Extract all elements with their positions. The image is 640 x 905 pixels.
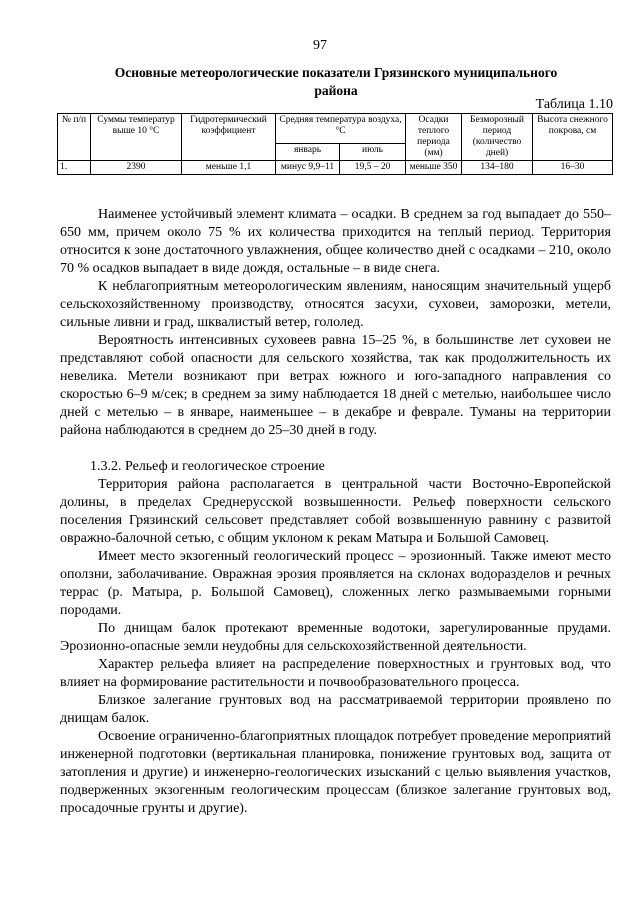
section-heading: 1.3.2. Рельеф и геологическое строение [90,459,325,474]
cell-frostless: 134–180 [462,161,533,175]
page-number: 97 [313,38,327,53]
paragraph-adverse-phenomena: К неблагоприятным метеорологическим явлениям, наносящим значительный ущерб сельскохозяйственному производству, относятся засухи, суховеи, заморозки, метели, сильные ливни и град, шквалистый ветер, гололед. [60,279,611,330]
body-text [60,206,611,818]
header-num: № п/п [58,114,91,161]
cell-hydrothermal: меньше 1,1 [182,161,276,175]
paragraph-groundwater: Близкое залегание грунтовых вод на рассматриваемой территории проявлено по днищам балок. [60,693,611,726]
title-line-2: района [314,83,358,98]
paragraph-development: Освоение ограниченно-благоприятных площадок потребует проведение мероприятий инженерной подготовки (вертикальная планировка, понижение грунтовых вод, защита от затопления и другие) и инженерно-геологических изысканий с целью выявления участков, подверженных экзогенным геологическим процессам (близкое залегание грунтовых вод, просадочные грунты и другие). [60,729,611,816]
header-frostless: Безморозный период (количество дней) [462,114,533,161]
meteorological-table [57,113,613,175]
cell-num: 1. [58,161,91,175]
cell-july: 19,5 – 20 [340,161,406,175]
header-snow: Высота снежного покрова, см [533,114,613,161]
cell-january: минус 9,9–11 [276,161,340,175]
paragraph-erosion: Имеет место экзогенный геологический процесс – эрозионный. Также имеют место оползни, заболачивание. Овражная эрозия проявляется на склонах водоразделов и речных террас (р. Матыра, р. Большой Самовец), сложенных легко размываемыми горными породами. [60,549,611,618]
table-header-row [58,114,613,144]
header-hydrothermal: Гидротермический коэффициент [182,114,276,161]
paragraph-watercourses: По днищам балок протекают временные водотоки, зарегулированные прудами. Эрозионно-опасные земли неудобны для сельскохозяйственной деятельности. [60,621,611,654]
header-january: январь [276,144,340,161]
paragraph-relief-influence: Характер рельефа влияет на распределение поверхностных и грунтовых вод, что влияет на формирование растительности и почвообразовательного процесса. [60,657,611,690]
paragraph-precipitation: Наименее устойчивый элемент климата – осадки. В среднем за год выпадает до 550–650 мм, причем около 75 % их количества приходится на теплый период. Территория относится к зоне достаточного увлажнения, общее количество дней с осадками – 210, около 70 % осадков выпадает в виде дождя, остальные – в виде снега. [60,207,611,276]
header-precipitation: Осадки теплого периода (мм) [406,114,462,161]
document-title [96,64,576,100]
header-avg-temp: Средняя температура воздуха, °С [276,114,406,144]
cell-precipitation: меньше 350 [406,161,462,175]
table-row [58,161,613,175]
header-july: июль [340,144,406,161]
cell-temp-sum: 2390 [91,161,182,175]
paragraph-territory: Территория района располагается в центральной части Восточно-Европейской долины, в пределах Среднерусской возвышенности. Рельеф поверхности сельского поселения Грязинский сельсовет представляет собой возвышенную равнину с развитой овражно-балочной сетью, с общим уклоном к рекам Матыра и Большой Самовец. [60,477,611,546]
table-caption: Таблица 1.10 [535,97,613,112]
header-temp-sum: Суммы температур выше 10 °С [91,114,182,161]
title-line-1: Основные метеорологические показатели Грязинского муниципального [114,65,558,80]
paragraph-dry-winds: Вероятность интенсивных суховеев равна 15–25 %, в большинстве лет суховеи не представляют собой опасности для сельского хозяйства, так как продолжительность их невелика. Метели возникают при ветрах южного и юго-западного направления со скоростью 6–9 м/сек; в среднем за зиму наблюдается 18 дней с метелью, наибольшее число дней с метелью – в январе, наименьшее – в декабре и феврале. Туманы на территории района наблюдаются в среднем до 25–30 дней в году. [60,333,611,438]
cell-snow: 16–30 [533,161,613,175]
